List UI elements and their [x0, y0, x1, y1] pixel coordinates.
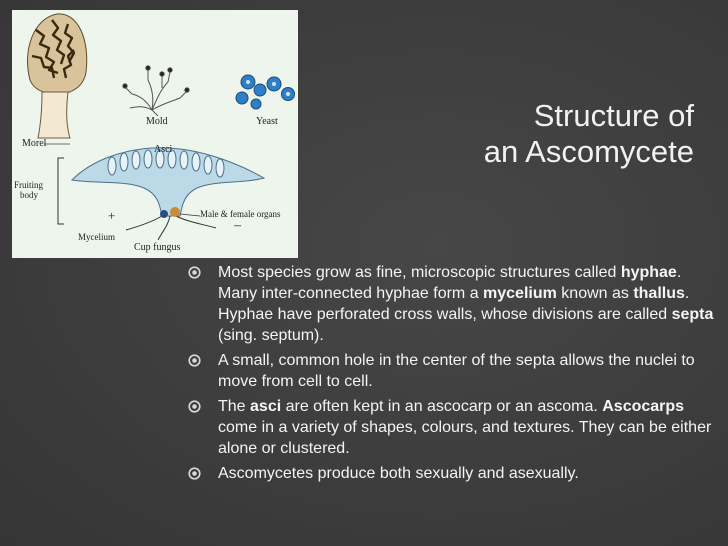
target-bullet-icon: [188, 400, 201, 413]
bold-term: thallus: [633, 285, 685, 302]
male-female-organs-label: Male & female organs: [200, 209, 281, 219]
mycelium-label: Mycelium: [78, 232, 115, 242]
bullet-item: [188, 350, 720, 392]
bullet-text: . Many inter-connected hyphae form a: [218, 264, 682, 302]
bullet-text: . Hyphae have perforated cross walls, whose divisions are called: [218, 285, 690, 323]
bullet-list: [188, 262, 720, 488]
bold-term: Ascocarps: [602, 398, 685, 415]
minus-label: –: [234, 218, 241, 233]
bullet-text: come in a variety of shapes, colours, and textures. They can be either alone or clustered.: [218, 419, 712, 457]
bullet-text: Most species grow as fine, microscopic structures called: [218, 264, 621, 281]
target-bullet-icon: [188, 354, 201, 367]
asci-label: Asci: [154, 144, 173, 155]
slide-title: [334, 98, 694, 170]
ascomycete-diagram: [12, 10, 298, 258]
bullet-text: The: [218, 398, 251, 415]
mold-drawing: [123, 66, 189, 116]
morel-label: Morel: [22, 138, 47, 149]
bold-term: hyphae: [620, 264, 677, 281]
bullet-text: are often kept in an ascocarp or an ascoma.: [281, 398, 603, 415]
ascomycete-illustration: [12, 10, 298, 258]
plus-label: +: [108, 208, 116, 223]
fruiting-label: Fruiting: [14, 180, 44, 190]
bullet-item: [188, 262, 720, 346]
yeast-drawing: [236, 75, 295, 109]
bullet-item: [188, 463, 720, 484]
bold-term: septa: [671, 306, 714, 323]
bold-term: asci: [250, 398, 282, 415]
bullet-text: Ascomycetes produce both sexually and asexually.: [218, 465, 579, 482]
bullet-text: A small, common hole in the center of the septa allows the nuclei to move from cell to cell.: [218, 352, 695, 390]
target-bullet-icon: [188, 467, 201, 480]
title-line-1: Structure of: [533, 98, 694, 133]
cup-fungus-label: Cup fungus: [134, 242, 181, 253]
bullet-text: known as: [556, 285, 634, 302]
bullet-text: (sing. septum).: [218, 327, 324, 344]
mold-label: Mold: [146, 116, 168, 127]
yeast-label: Yeast: [256, 116, 278, 127]
bold-term: mycelium: [483, 285, 557, 302]
title-line-2: an Ascomycete: [483, 134, 694, 169]
target-bullet-icon: [188, 266, 201, 279]
bullet-item: [188, 396, 720, 459]
morel-drawing: [28, 14, 87, 138]
body-label: body: [20, 190, 38, 200]
